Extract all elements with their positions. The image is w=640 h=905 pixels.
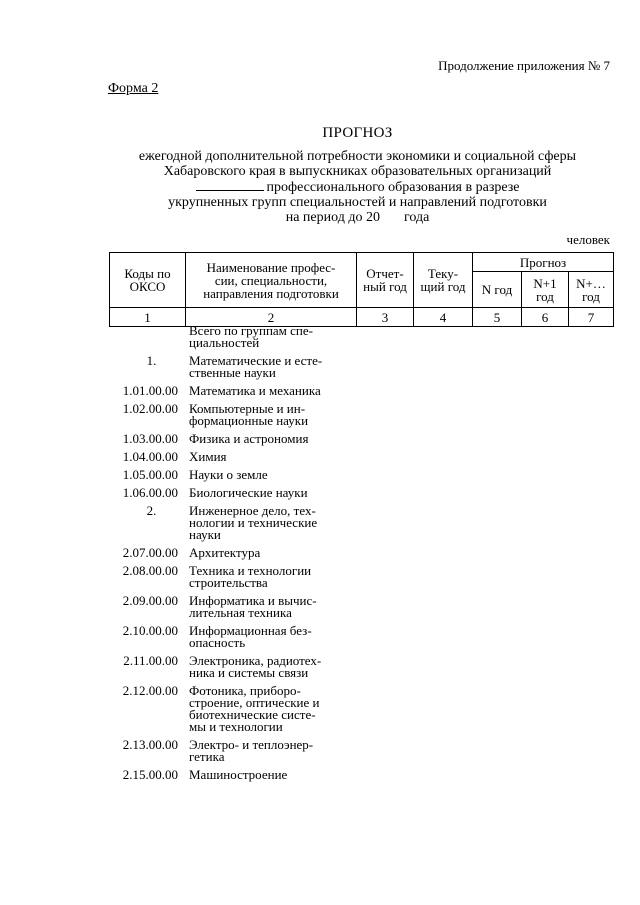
subtitle-line-4: укрупненных групп специальностей и направлений подготовки: [168, 195, 547, 210]
row-code: 1.04.00.00: [122, 449, 178, 464]
period-prefix: на период до 20: [285, 210, 380, 225]
table-row: [109, 505, 359, 541]
row-name: Компьютерные и ин- формационные науки: [189, 401, 309, 428]
row-code: 2.12.00.00: [122, 683, 178, 698]
form-label: Форма 2: [108, 81, 159, 96]
row-name: Математика и механика: [189, 383, 321, 398]
subtitle-line-2: Хабаровского края в выпускниках образовательных организаций: [163, 164, 552, 179]
row-code: 2.: [146, 503, 157, 518]
table-row: [109, 547, 359, 559]
row-code: 2.07.00.00: [122, 545, 178, 560]
period-suffix: года: [403, 210, 430, 225]
table-row: [109, 595, 359, 619]
unit-label: человек: [566, 232, 610, 247]
row-code: 2.08.00.00: [122, 563, 178, 578]
table-row: [109, 655, 359, 679]
row-name: Техника и технологии строительства: [189, 563, 312, 590]
row-code: 2.13.00.00: [122, 737, 178, 752]
title-subtitle: [0, 149, 640, 225]
table-row: [109, 487, 359, 499]
row-code: 1.01.00.00: [122, 383, 178, 398]
header-code: Коды по ОКСО: [110, 253, 186, 308]
row-code: 1.06.00.00: [122, 485, 178, 500]
row-code: 2.10.00.00: [122, 623, 178, 638]
table-row: [109, 355, 359, 379]
appendix-continuation: Продолжение приложения № 7: [438, 58, 610, 73]
table-row: [109, 769, 359, 781]
row-code: 2.09.00.00: [122, 593, 178, 608]
row-name: Физика и астрономия: [189, 431, 309, 446]
column-number: 4: [414, 308, 473, 327]
header-nn-year: N+… год: [569, 272, 614, 308]
table-body: [109, 325, 359, 787]
table-row: [109, 565, 359, 589]
row-code: 1.02.00.00: [122, 401, 178, 416]
table-row: [109, 451, 359, 463]
header-forecast: Прогноз: [473, 253, 614, 272]
row-name: Электроника, радиотех- ника и системы связи: [189, 653, 322, 680]
subtitle-line-3-text: профессионального образования в разрезе: [266, 180, 520, 195]
row-code: 1.03.00.00: [122, 431, 178, 446]
row-name: Инженерное дело, тех- нологии и технические науки: [189, 503, 318, 542]
header-reported-year: Отчет- ный год: [357, 253, 414, 308]
row-code: 1.05.00.00: [122, 467, 178, 482]
table-row: [109, 739, 359, 763]
row-name: Науки о земле: [189, 467, 268, 482]
table-row: [109, 433, 359, 445]
row-code: 1.: [146, 353, 157, 368]
table-row: [109, 403, 359, 427]
forecast-table-header: [109, 252, 614, 327]
row-name: Информационная без- опасность: [189, 623, 312, 650]
table-row: [109, 325, 359, 349]
header-current-year: Теку- щий год: [414, 253, 473, 308]
row-name: Электро- и теплоэнер- гетика: [189, 737, 314, 764]
row-name: Информатика и вычис- лительная техника: [189, 593, 317, 620]
table-row: [109, 685, 359, 733]
column-number: 3: [357, 308, 414, 327]
page-title: ПРОГНОЗ: [322, 125, 393, 141]
row-name: Химия: [189, 449, 227, 464]
table-row: [109, 385, 359, 397]
row-code: 2.15.00.00: [122, 767, 178, 782]
column-number: 6: [522, 308, 569, 327]
row-name: Биологические науки: [189, 485, 308, 500]
column-number: 5: [473, 308, 522, 327]
table-row: [109, 469, 359, 481]
header-n1-year: N+1 год: [522, 272, 569, 308]
column-number: 1: [110, 308, 186, 327]
row-name: Всего по группам спе- циальностей: [189, 323, 313, 350]
subtitle-line-5: [0, 210, 640, 225]
row-code: [109, 325, 184, 349]
row-name: Архитектура: [189, 545, 261, 560]
header-name: Наименование профес- сии, специальности, направления подготовки: [186, 253, 357, 308]
row-code: 2.11.00.00: [123, 653, 178, 668]
subtitle-line-1: ежегодной дополнительной потребности экономики и социальной сферы: [138, 149, 577, 164]
column-number: 2: [186, 308, 357, 327]
column-number: 7: [569, 308, 614, 327]
table-row: [109, 625, 359, 649]
row-name: Математические и есте- ственные науки: [189, 353, 323, 380]
subtitle-line-3: [0, 179, 640, 195]
header-n-year: N год: [473, 272, 522, 308]
row-name: Фотоника, приборо- строение, оптические и биотехнические систе- мы и технологии: [189, 683, 320, 734]
row-name: Машиностроение: [189, 767, 288, 782]
blank-fill-line: [196, 179, 264, 191]
